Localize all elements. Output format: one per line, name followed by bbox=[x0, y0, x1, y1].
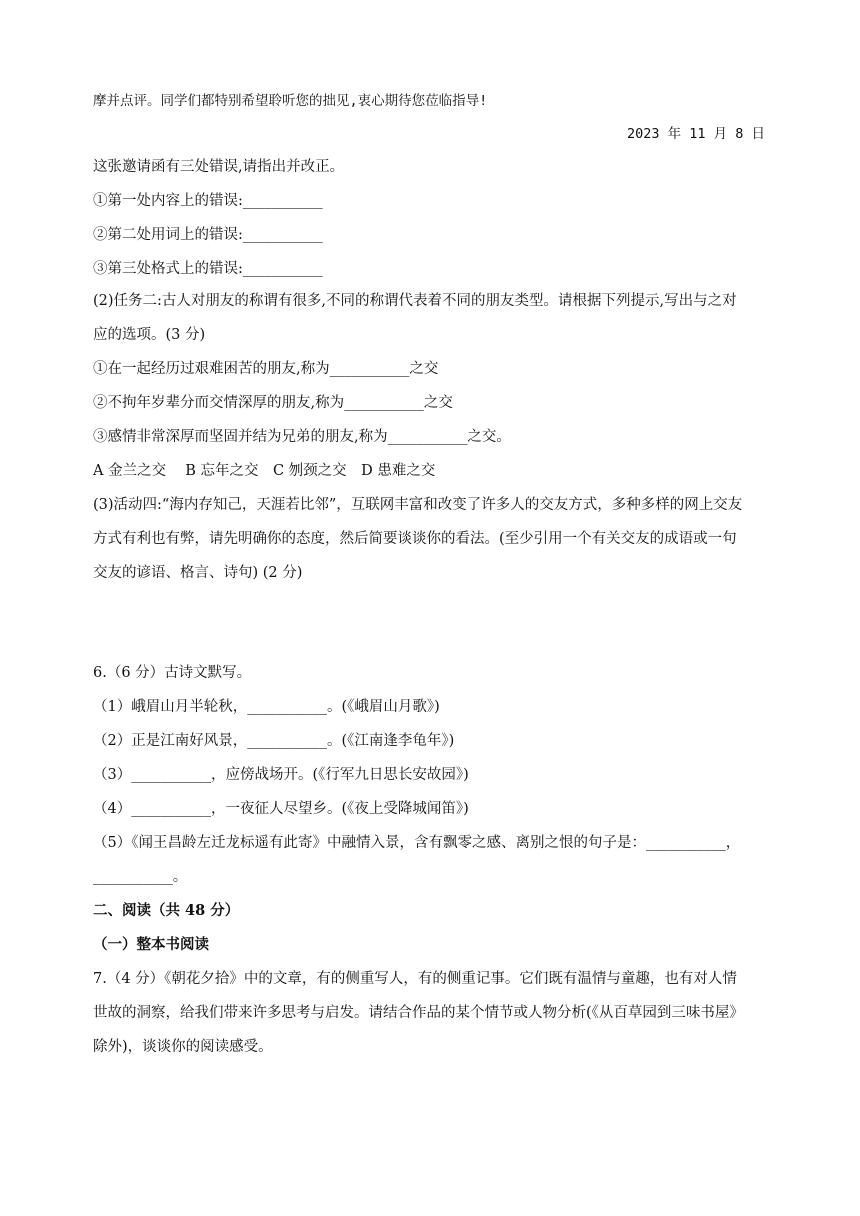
section-2-subheading: （一）整本书阅读 bbox=[93, 936, 209, 953]
q6-item-3: （3）___________，应傍战场开。(《行军九日思长安故园》) bbox=[93, 767, 469, 783]
q6-item-2: （2）正是江南好风景，___________。(《江南逢李龟年》) bbox=[93, 733, 455, 749]
q6-item-4: （4）___________，一夜征人尽望乡。(《夜上受降城闻笛》) bbox=[93, 801, 469, 817]
activity4-line-2: 方式有利也有弊，请先明确你的态度，然后简要谈谈你的看法。(至少引用一个有关交友的成语或一句 bbox=[93, 531, 737, 547]
q5-error-3: ③第三处格式上的错误:___________ bbox=[93, 261, 323, 277]
letter-closing-line: 摩并点评。同学们都特别希望聆听您的拙见,衷心期待您莅临指导! bbox=[93, 93, 488, 109]
q7-line-3: 除外)，谈谈你的阅读感受。 bbox=[93, 1039, 273, 1055]
q5-error-1: ①第一处内容上的错误:___________ bbox=[93, 193, 323, 209]
task2-item-2: ②不拘年岁辈分而交情深厚的朋友,称为___________之交 bbox=[93, 395, 453, 411]
q6-title: 6.（6 分）古诗文默写。 bbox=[93, 665, 252, 681]
task2-options: A 金兰之交 B 忘年之交 C 刎颈之交 D 患难之交 bbox=[93, 463, 436, 479]
q7-line-2: 世故的洞察，给我们带来许多思考与启发。请结合作品的某个情节或人物分析(《从百草园到三味书屋》 bbox=[93, 1005, 744, 1021]
q5-error-2: ②第二处用词上的错误:___________ bbox=[93, 227, 323, 243]
task2-item-1: ①在一起经历过艰难困苦的朋友,称为___________之交 bbox=[93, 361, 439, 377]
section-2-heading: 二、阅读（共 48 分） bbox=[93, 902, 240, 919]
activity4-line-1: (3)活动四:“海内存知己，天涯若比邻”，互联网丰富和改变了许多人的交友方式，多种多样的网上交友 bbox=[93, 497, 743, 513]
task2-line-2: 应的选项。(3 分) bbox=[93, 327, 206, 343]
task2-item-3: ③感情非常深厚而坚固并结为兄弟的朋友,称为___________之交。 bbox=[93, 429, 511, 445]
q5-intro: 这张邀请函有三处错误,请指出并改正。 bbox=[93, 159, 345, 175]
task2-line-1: (2)任务二:古人对朋友的称谓有很多,不同的称谓代表着不同的朋友类型。请根据下列提示,写出与之对 bbox=[93, 293, 737, 309]
q6-item-1: （1）峨眉山月半轮秋，___________。(《峨眉山月歌》) bbox=[93, 699, 440, 715]
q6-item-5-line-1: （5）《闻王昌龄左迁龙标遥有此寄》中融情入景，含有飘零之感、离别之恨的句子是：___________， bbox=[93, 835, 741, 851]
letter-date: 2023 年 11 月 8 日 bbox=[626, 126, 765, 142]
q7-line-1: 7.（4 分）《朝花夕拾》中的文章，有的侧重写人，有的侧重记事。它们既有温情与童趣，也有对人情 bbox=[93, 971, 737, 987]
activity4-line-3: 交友的谚语、格言、诗句) (2 分) bbox=[93, 565, 303, 581]
q6-item-5-line-2: ___________。 bbox=[93, 869, 188, 885]
